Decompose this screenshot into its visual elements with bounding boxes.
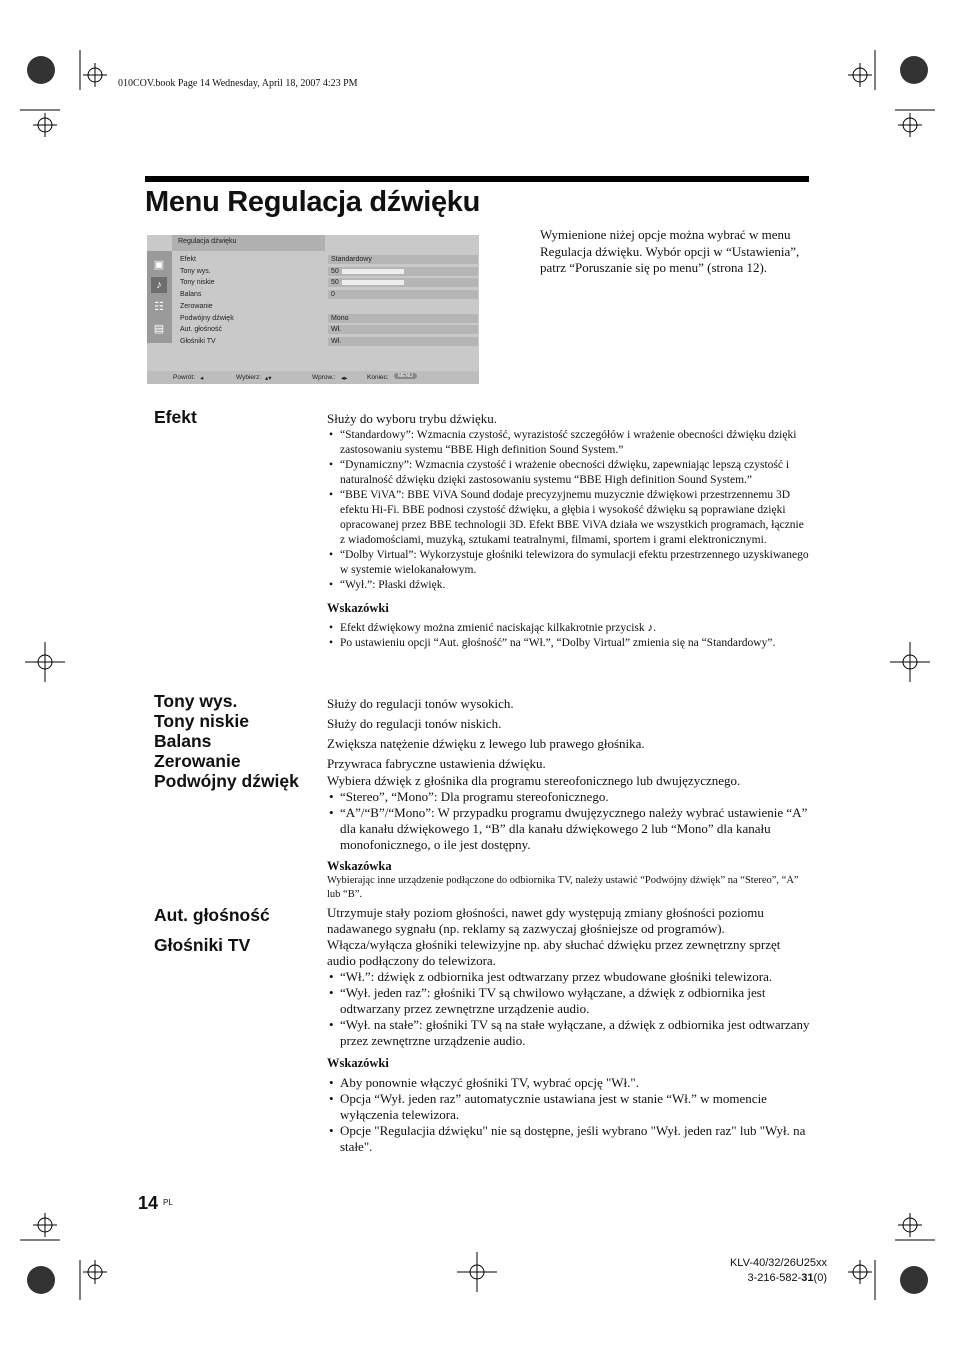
registration-mark-top-left bbox=[20, 50, 140, 160]
registration-mark-bottom-right bbox=[815, 1190, 935, 1300]
list-item: • “Stereo”, “Mono”: Dla programu stereofonicznego. bbox=[327, 789, 811, 805]
enter-key-icon: ◂▸ bbox=[341, 375, 348, 382]
note-icon: ♪ bbox=[151, 277, 167, 293]
registration-mark-mid-right bbox=[885, 637, 935, 687]
list-item: • “Wył. na stałe”: głośniki TV są na stałe wyłączane, a dźwięk z odbiornika jest odtwarzany przez zewnętrzne urządzenie audio. bbox=[327, 1017, 811, 1049]
tv-menu-row bbox=[176, 314, 478, 325]
registration-mark-bottom-left bbox=[20, 1190, 140, 1300]
title-rule bbox=[145, 176, 809, 182]
tv-menu-row bbox=[176, 337, 478, 348]
tv-menu-row-value: Standardowy bbox=[328, 255, 478, 264]
registration-mark-top-right bbox=[815, 50, 935, 160]
page-number: 14 bbox=[138, 1193, 159, 1213]
tv-menu-row bbox=[176, 267, 478, 278]
heading-aut-glosnosc: Aut. głośność bbox=[154, 905, 270, 925]
tony-wys-text: Służy do regulacji tonów wysokich. bbox=[327, 696, 514, 711]
registration-mark-bottom-center bbox=[452, 1247, 502, 1297]
intro-text: Wymienione niżej opcje można wybrać w menu Regulacja dźwięku. Wybór opcji w “Ustawienia”, patrz “Poruszanie się po menu” (strona 12). bbox=[540, 227, 800, 275]
tv-menu-row-value: 0 bbox=[328, 290, 478, 299]
registration-mark-mid-left bbox=[20, 637, 70, 687]
tv-menu-row-label: Balans bbox=[180, 291, 202, 299]
list-item: • Efekt dźwiękowy można zmienić naciskając kilkakrotnie przycisk ♪. bbox=[327, 621, 811, 636]
tv-menu-row-label: Tony niskie bbox=[180, 279, 215, 287]
setup-icon: ☷ bbox=[154, 301, 164, 313]
tv-menu-row bbox=[176, 302, 478, 313]
heading-tony-wys: Tony wys. bbox=[154, 691, 238, 711]
list-item: • Opcje "Regulacjia dźwięku" nie są dostępne, jeśli wybrano "Wył. jeden raz" lub "Wył. na stałe". bbox=[327, 1123, 811, 1155]
tv-menu-header: Regulacja dźwięku bbox=[172, 235, 325, 251]
tips-title: Wskazówki bbox=[327, 1056, 389, 1070]
list-item: • “Wł.”: dźwięk z odbiornika jest odtwarzany przez wbudowane głośniki telewizora. bbox=[327, 969, 811, 985]
heading-tony-niskie: Tony niskie bbox=[154, 711, 249, 731]
level-bar bbox=[342, 269, 404, 274]
balans-text: Zwiększa natężenie dźwięku z lewego lub prawego głośnika. bbox=[327, 736, 645, 751]
tv-menu-row-label: Zerowanie bbox=[180, 302, 213, 310]
heading-efekt: Efekt bbox=[154, 407, 197, 427]
model-info bbox=[700, 1256, 827, 1286]
menu-key-icon: MENU bbox=[394, 373, 417, 379]
tip-title: Wskazówka bbox=[327, 859, 392, 873]
list-item: • “Dolby Virtual”: Wykorzystuje głośniki telewizora do symulacji efektu przestrzennego uzyskiwanego w systemie wielokanałowym. bbox=[327, 548, 811, 578]
page-language: PL bbox=[163, 1198, 173, 1207]
book-info-line: 010COV.book Page 14 Wednesday, April 18, 2007 4:23 PM bbox=[118, 78, 358, 89]
list-item: • “BBE ViVA”: BBE ViVA Sound dodaje precyzyjnemu muzycznie dźwiękowi przestrzennemu 3D efektu Hi-Fi. BBE podnosi czystość dźwięku, a głębia i wysokość dźwięku są poprawiane dzięki opracowanej przez BBE technologii 3D. Efekt BBE ViVA działa we wszystkich programach, łącznie z wiadomościami, muzyką, sztukami teatralnymi, filmami, sportem i grami elektronicznymi. bbox=[327, 488, 811, 548]
tv-menu-sidebar bbox=[147, 251, 172, 343]
picture-icon: ▣ bbox=[153, 259, 165, 271]
model-line: KLV-40/32/26U25xx bbox=[729, 1257, 827, 1269]
tv-menu-row-value: Wł. bbox=[328, 325, 478, 334]
list-item: • Opcja “Wył. jeden raz” automatycznie ustawiana jest w stanie “Wł.” w momencie wyłączenia telewizora. bbox=[327, 1091, 811, 1123]
tv-menu-screenshot bbox=[147, 235, 479, 384]
efekt-body: Służy do wyboru trybu dźwięku. • “Standardowy”: Wzmacnia czystość, wyrazistość szczegółów i wrażenie obecności dźwięku dzięki zastosowaniu systemu “BBE High definition Sound System.” • “Dynamiczny”: Wzmacnia czystość i wrażenie obecności dźwięku, zapewniając lepszą czystość i naturalność dźwięku dzięki zastosowaniu systemu “BBE High definition Sound System.” • “BBE ViVA”: BBE ViVA Sound dodaje precyzyjnemu muzycznie dźwiękowi przestrzennemu 3D efektu Hi-Fi. BBE podnosi czystość dźwięku, a głębia i wysokość dźwięku są poprawiane dzięki opracowanej przez BBE technologii 3D. Efekt BBE ViVA działa we wszystkich programach, łącznie z wiadomościami, muzyką, sztukami teatralnymi, filmami, sportem i grami elektronicznymi. • “Dolby Virtual”: Wykorzystuje głośniki telewizora do symulacji efektu przestrzennego uzyskiwanego w systemie wielokanałowym. • “Wył.”: Płaski dźwięk. Wskazówki • Efekt dźwiękowy można zmienić naciskając kilkakrotnie przycisk ♪. • Po ustawieniu opcji “Aut. głośność” na “Wł.”, “Dolby Virtual” zmienia się na “Standardowy”. bbox=[327, 411, 811, 651]
tv-menu-row-value: 50 bbox=[328, 267, 478, 276]
tv-menu-footer: Powrót: ◂ Wybierz: ▴▾ Wprow.: ◂▸ Koniec: MENU bbox=[147, 371, 479, 384]
list-item: • Po ustawieniu opcji “Aut. głośność” na “Wł.”, “Dolby Virtual” zmienia się na “Standardowy”. bbox=[327, 636, 811, 651]
list-item: • “Wył. jeden raz”: głośniki TV są chwilowo wyłączane, a dźwięk z odbiornika jest odtwarzany przez zewnętrzne urządzenie audio. bbox=[327, 985, 811, 1017]
tv-menu-row-label: Aut. głośność bbox=[180, 326, 223, 334]
tv-menu-row bbox=[176, 325, 478, 336]
heading-zerowanie: Zerowanie bbox=[154, 751, 241, 771]
tv-menu-row-value: 50 bbox=[328, 278, 478, 287]
tv-menu-row-value: Wł. bbox=[328, 337, 478, 346]
podwojny-body: Wybiera dźwięk z głośnika dla programu stereofonicznego lub dwujęzycznego. • “Stereo”, “Mono”: Dla programu stereofonicznego. • “A”/“B”/“Mono”: W przypadku programu dwujęzycznego należy wybrać ustawienie “A” dla kanału dźwiękowego 1, “B” dla kanału dźwiękowego 2 lub “Mono” dla kanału monofonicznego, o ile jest dostępny. Wskazówka Wybierając inne urządzenie podłączone do odbiornika TV, należy ustawić “Podwójny dźwięk” na “Stereo”, “A” lub “B”. bbox=[327, 773, 811, 902]
tv-menu-row-label: Tony wys. bbox=[180, 267, 211, 275]
list-item: • Aby ponownie włączyć głośniki TV, wybrać opcję "Wł.". bbox=[327, 1075, 811, 1091]
tv-menu-row-label: Głośniki TV bbox=[180, 337, 216, 345]
list-item: • “Wył.”: Płaski dźwięk. bbox=[327, 578, 811, 593]
glosniki-body: Włącza/wyłącza głośniki telewizyjne np. aby słuchać dźwięku przez zewnętrzny sprzęt audio podłączony do telewizora. • “Wł.”: dźwięk z odbiornika jest odtwarzany przez wbudowane głośniki telewizora. • “Wył. jeden raz”: głośniki TV są chwilowo wyłączane, a dźwięk z odbiornika jest odtwarzany przez zewnętrzne urządzenie audio. • “Wył. na stałe”: głośniki TV są na stałe wyłączane, a dźwięk z odbiornika jest odtwarzany przez zewnętrzne urządzenie audio. Wskazówki • Aby ponownie włączyć głośniki TV, wybrać opcję "Wł.". • Opcja “Wył. jeden raz” automatycznie ustawiana jest w stanie “Wł.” w momencie wyłączenia telewizora. • Opcje "Regulacjia dźwięku" nie są dostępne, jeśli wybrano "Wył. jeden raz" lub "Wył. na stałe". bbox=[327, 937, 811, 1155]
tv-menu-row bbox=[176, 290, 478, 301]
up-down-arrows-icon: ▴▾ bbox=[265, 375, 272, 382]
list-item: • “Dynamiczny”: Wzmacnia czystość i wrażenie obecności dźwięku, zapewniając lepszą czystość i naturalność dźwięku dzięki zastosowaniu systemu “BBE High definition Sound System.” bbox=[327, 458, 811, 488]
left-arrow-icon: ◂ bbox=[200, 375, 204, 382]
list-item: • “Standardowy”: Wzmacnia czystość, wyrazistość szczegółów i wrażenie obecności dźwięku dzięki zastosowaniu systemu “BBE High definition Sound System.” bbox=[327, 428, 811, 458]
tips-title: Wskazówki bbox=[327, 601, 389, 615]
heading-balans: Balans bbox=[154, 731, 212, 751]
heading-podwojny: Podwójny dźwięk bbox=[154, 771, 299, 791]
tony-niskie-text: Służy do regulacji tonów niskich. bbox=[327, 716, 502, 731]
tv-menu-row-value: Mono bbox=[328, 314, 478, 323]
tv-menu-row bbox=[176, 278, 478, 289]
tv-menu-row-label: Podwójny dźwięk bbox=[180, 314, 234, 322]
level-bar bbox=[342, 280, 404, 285]
aut-glosnosc-text: Utrzymuje stały poziom głośności, nawet gdy występują zmiany głośności poziomu nadawanego sygnału (np. reklamy są zazwyczaj głośniejsze od programów). bbox=[327, 905, 764, 936]
page-title: Menu Regulacja dźwięku bbox=[145, 186, 481, 218]
code-line: 3-216-582-31(0) bbox=[747, 1272, 827, 1284]
zerowanie-text: Przywraca fabryczne ustawienia dźwięku. bbox=[327, 756, 546, 771]
tv-menu-row bbox=[176, 255, 478, 266]
tv-menu-row-label: Efekt bbox=[180, 256, 196, 263]
list-item: • “A”/“B”/“Mono”: W przypadku programu dwujęzycznego należy wybrać ustawienie “A” dla kanału dźwiękowego 1, “B” dla kanału dźwiękowego 2 lub “Mono” dla kanału monofonicznego, o ile jest dostępny. bbox=[327, 805, 811, 853]
heading-glosniki: Głośniki TV bbox=[154, 935, 251, 955]
toolbox-icon: ▤ bbox=[153, 323, 165, 335]
